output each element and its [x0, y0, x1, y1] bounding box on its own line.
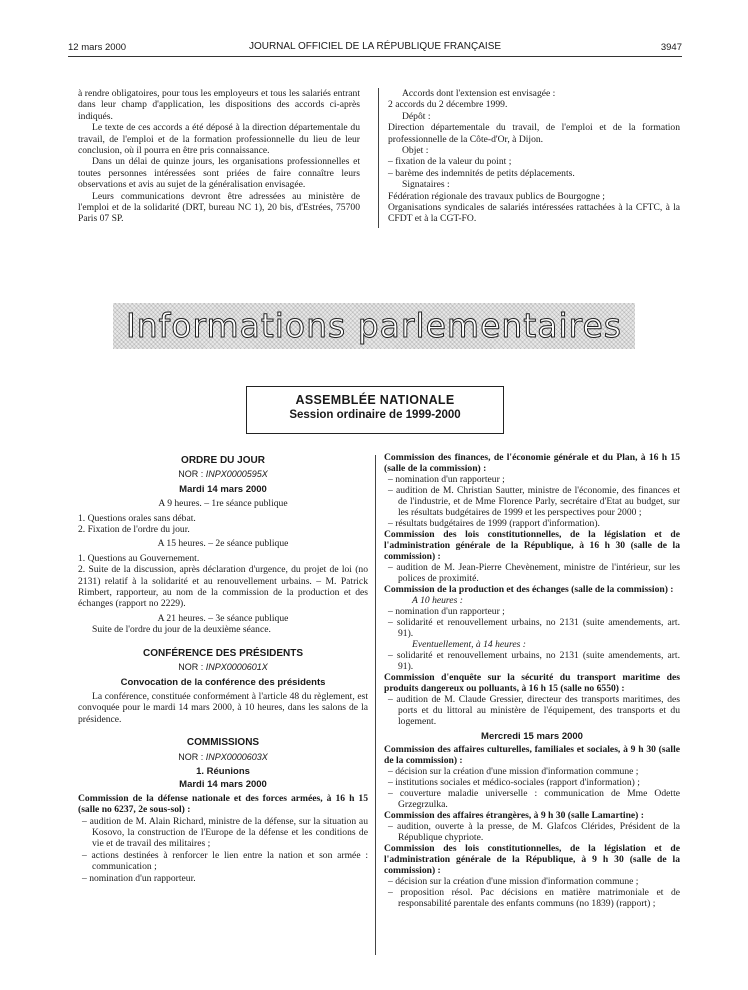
- commission-title: Commission des lois constitutionnelles, de la législation et de l'administration générale de la République, à 9 h 30 (salle de la commission) :: [384, 843, 680, 876]
- nor-reference: NOR : INPX0000601X: [178, 662, 268, 673]
- paragraph: La conférence, constituée conformément à l'article 48 du règlement, est convoquée pour le mardi 14 mars 2000, à 10 heures, dans les salons de la présidence.: [78, 690, 368, 725]
- agenda-item: 1. Questions orales sans débat.: [78, 512, 196, 524]
- list-item: – audition de M. Christian Sautter, ministre de l'économie, des finances et de l'industrie, et de Mme Florence Parly, secrétaire d'Etat au budget, sur les résultats budgétaires de 1999 et les perspectives pour 2000 ;: [388, 485, 680, 518]
- paragraph: à rendre obligatoires, pour tous les employeurs et tous les salariés entrant dans leur champ d'application, les dispositions des accords ci-après indiqués.: [78, 88, 360, 122]
- line: – barème des indemnités de petits déplacements.: [388, 167, 575, 179]
- agenda-item: 2. Fixation de l'ordre du jour.: [78, 524, 190, 536]
- section-heading: CONFÉRENCE DES PRÉSIDENTS: [142, 647, 304, 659]
- top-left-column: [78, 88, 360, 225]
- banner-title: Informations parlementaires: [126, 306, 622, 345]
- line: Direction départementale du travail, de l'emploi et de la formation professionnelle de la Côte-d'Or, à Dijon.: [388, 122, 680, 145]
- lower-right-column: [384, 452, 680, 909]
- list-item: – nomination d'un rapporteur ;: [388, 606, 505, 617]
- section-heading: ORDRE DU JOUR: [181, 455, 265, 466]
- paragraph: Leurs communications devront être adressées au ministère de l'emploi et de la solidarité (DRT, bureau NC 1), 20 bis, d'Estrées, 75700 Paris 07 SP.: [78, 190, 360, 225]
- header-title: JOURNAL OFFICIEL DE LA RÉPUBLIQUE FRANÇAISE: [248, 41, 502, 52]
- list-item: – proposition résol. Pac décisions en matière matrimoniale et de responsabilité parentale des enfants communs (no 1839) (rapport) ;: [388, 887, 680, 909]
- sitting-heading: A 9 heures. – 1re séance publique: [158, 498, 288, 510]
- line: Fédération régionale des travaux publics de Bourgogne ;: [388, 190, 605, 202]
- list-item: – solidarité et renouvellement urbains, no 2131 (suite amendements, art. 91).: [388, 617, 680, 639]
- sitting-heading: A 21 heures. – 3e séance publique: [157, 612, 289, 624]
- commission-title: Commission des affaires étrangères, à 9 h 30 (salle Lamartine) :: [384, 810, 644, 821]
- list-item: – audition de M. Alain Richard, ministre de la défense, sur la situation au Kosovo, la construction de l'Europe de la défense et les conditions de vie et de travail des militaires ;: [82, 815, 368, 850]
- list-item: – résultats budgétaires de 1999 (rapport d'information).: [388, 518, 600, 529]
- list-item: – audition de M. Claude Gressier, directeur des transports maritimes, des ports et du littoral au ministère de l'équipement, des transports et du logement.: [388, 694, 680, 727]
- assembly-title-box: [246, 386, 504, 434]
- list-item: – actions destinées à renforcer le lien entre la nation et son armée : communication ;: [82, 849, 368, 873]
- line: Organisations syndicales de salariés intéressées rattachées à la CFTC, à la CFDT et à la CGT-FO.: [388, 202, 680, 225]
- list-item: – audition de M. Jean-Pierre Chevènement, ministre de l'intérieur, sur les polices de proximité.: [388, 562, 680, 584]
- agenda-item: 1. Questions au Gouvernement.: [78, 552, 200, 564]
- commission-title: Commission d'enquête sur la sécurité du transport maritime des produits dangereux ou polluants, à 16 h 15 (salle no 6550) :: [384, 672, 680, 694]
- line: Accords dont l'extension est envisagée :: [402, 88, 556, 99]
- agenda-item: 2. Suite de la discussion, après déclaration d'urgence, du projet de loi (no 2131) relatif à la solidarité et au renouvellement urbains. – M. Patrick Rimbert, rapporteur, au nom de la commission de la production et des échanges (rapport no 2229).: [78, 564, 368, 610]
- sitting-heading: A 15 heures. – 2e séance publique: [157, 538, 289, 550]
- list-item: – audition, ouverte à la presse, de M. Glafcos Clérides, Président de la République chypriote.: [388, 821, 680, 843]
- line: – fixation de la valeur du point ;: [388, 156, 512, 168]
- list-item: – décision sur la création d'une mission d'information commune ;: [388, 766, 639, 777]
- agenda-item: Suite de l'ordre du jour de la deuxième séance.: [92, 624, 271, 636]
- commission-title: Commission de la défense nationale et des forces armées, à 16 h 15 (salle no 6237, 2e sous-sol) :: [78, 792, 368, 816]
- assembly-name: ASSEMBLÉE NATIONALE: [295, 393, 455, 407]
- header-date: 12 mars 2000: [68, 42, 127, 53]
- running-header: [68, 40, 682, 57]
- line: 2 accords du 2 décembre 1999.: [388, 99, 508, 111]
- date-heading: Mardi 14 mars 2000: [179, 483, 267, 495]
- commission-title: Commission des finances, de l'économie générale et du Plan, à 16 h 15 (salle de la commission) :: [384, 452, 680, 474]
- list-item: – couverture maladie universelle : communication de Mme Odette Grzegrzulka.: [388, 788, 680, 810]
- date-heading: Mardi 14 mars 2000: [179, 779, 267, 791]
- time-subheading: A 10 heures :: [412, 595, 463, 606]
- lower-left-column: [78, 455, 368, 884]
- column-divider: [378, 88, 379, 228]
- commission-title: Commission de la production et des échanges (salle de la commission) :: [384, 584, 674, 595]
- line: Dépôt :: [402, 110, 431, 122]
- top-right-column: [388, 88, 680, 225]
- header-page-number: 3947: [660, 42, 682, 53]
- paragraph: Le texte de ces accords a été déposé à la direction départementale du travail, de l'emploi et de la formation professionnelle du lieu de leur conclusion, où il pourra en être pris connaissance.: [78, 122, 360, 157]
- subsection-heading: Convocation de la conférence des présidents: [120, 676, 326, 688]
- nor-reference: NOR : INPX0000603X: [178, 751, 268, 762]
- nor-reference: NOR : INPX0000595X: [178, 469, 268, 480]
- line: Objet :: [402, 145, 429, 157]
- list-item: – solidarité et renouvellement urbains, no 2131 (suite amendements, art. 91).: [388, 650, 680, 672]
- date-heading: Mercredi 15 mars 2000: [481, 731, 583, 742]
- line: Signataires :: [402, 179, 450, 191]
- list-item: – nomination d'un rapporteur.: [82, 872, 196, 884]
- commission-title: Commission des affaires culturelles, familiales et sociales, à 9 h 30 (salle de la commission) :: [384, 744, 680, 766]
- list-item: – institutions sociales et médico-sociales (rapport d'information) ;: [388, 777, 640, 788]
- paragraph: Dans un délai de quinze jours, les organisations professionnelles et toutes personnes intéressées sont priées de faire connaître leurs observations et avis au sujet de la généralisation envisagée.: [78, 156, 360, 191]
- list-item: – décision sur la création d'une mission d'information commune ;: [388, 876, 639, 887]
- subsection-heading: 1. Réunions: [196, 765, 250, 777]
- session-name: Session ordinaire de 1999-2000: [289, 409, 461, 421]
- commission-title: Commission des lois constitutionnelles, de la législation et de l'administration générale de la République, à 16 h 30 (salle de la commission) :: [384, 529, 680, 562]
- time-subheading: Eventuellement, à 14 heures :: [412, 639, 526, 650]
- list-item: – nomination d'un rapporteur ;: [388, 474, 505, 485]
- column-divider: [375, 455, 376, 955]
- section-heading: COMMISSIONS: [186, 737, 260, 749]
- section-banner: [113, 303, 635, 349]
